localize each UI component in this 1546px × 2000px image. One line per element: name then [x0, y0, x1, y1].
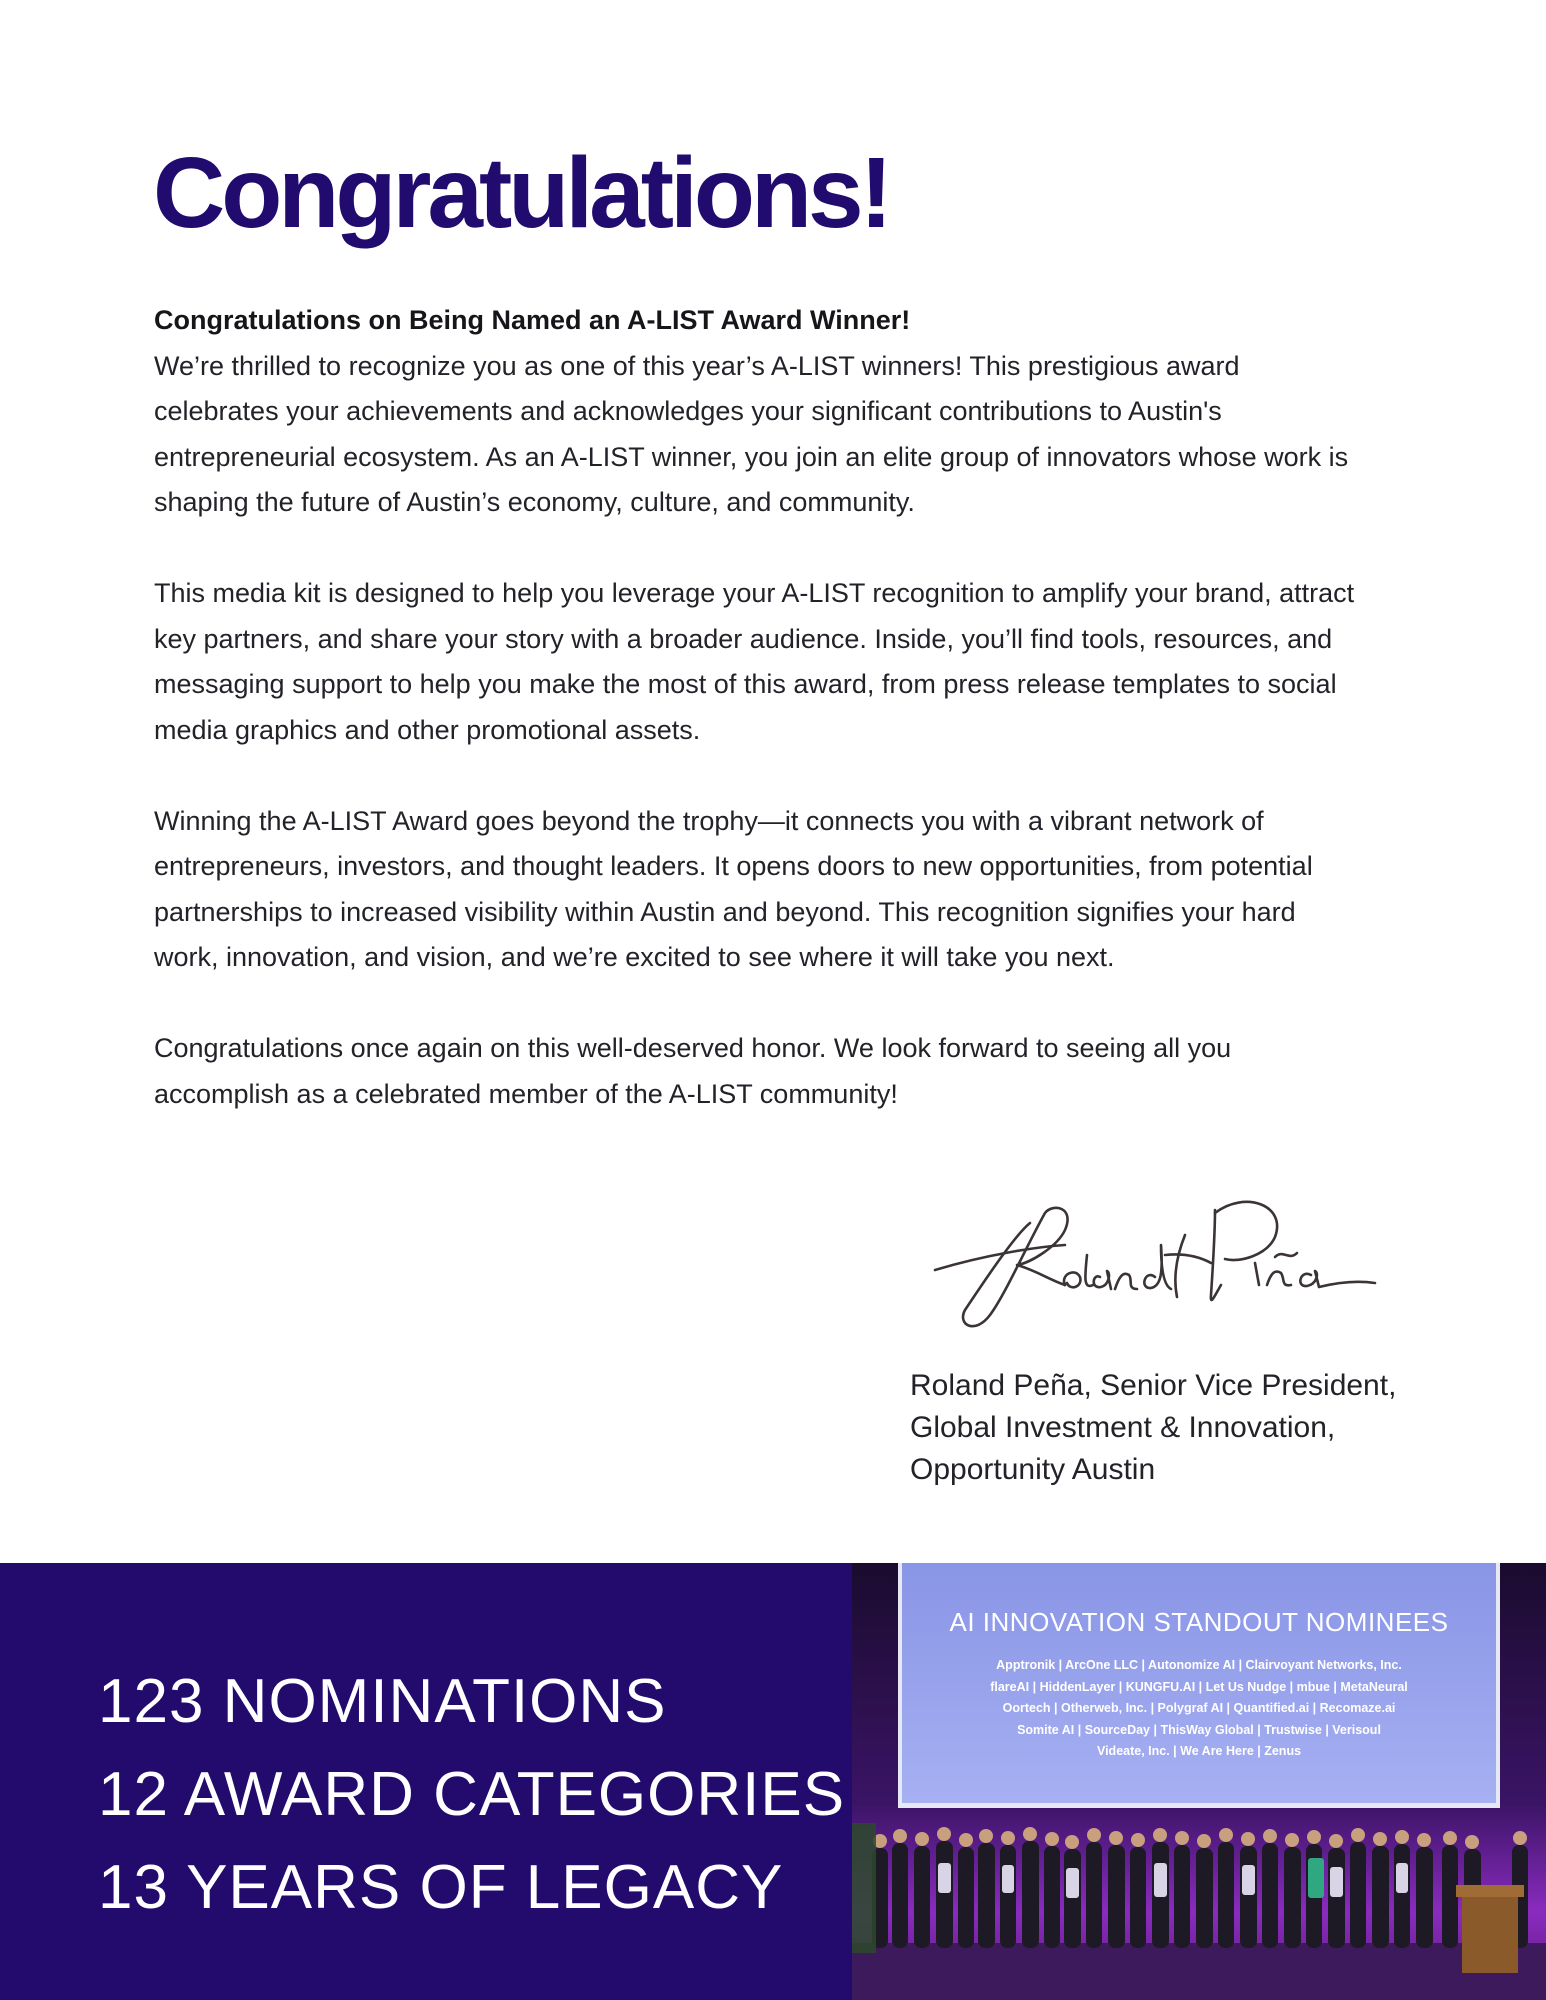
handwritten-signature	[915, 1185, 1395, 1345]
screen-nominee-list	[942, 1655, 1456, 1763]
letter-heading: Congratulations on Being Named an A-LIST Award Winner!	[154, 305, 911, 335]
screen-nominee-line: Videate, Inc. | We Are Here | Zenus	[1096, 1744, 1302, 1758]
letter-paragraph-3: Winning the A-LIST Award goes beyond the trophy—it connects you with a vibrant network of entrepreneurs, investors, and thought leaders. It opens doors to new opportunities, from potential partnerships to increased visibility within Austin and beyond. This recognition signifies your hard work, innovation, and vision, and we’re excited to see where it will take you next.	[154, 805, 1313, 972]
screen-title: AI INNOVATION STANDOUT NOMINEES	[949, 1607, 1449, 1637]
screen-nominee-line: Apptronik | ArcOne LLC | Autonomize AI | Clairvoyant Networks, Inc.	[996, 1658, 1402, 1672]
stat-award-categories: 12 AWARD CATEGORIES	[98, 1760, 846, 1829]
signer-name-title: Roland Peña, Senior Vice President,	[910, 1369, 1397, 1402]
letter-paragraph-1-text: We’re thrilled to recognize you as one of this year’s A-LIST winners! This prestigious award celebrates your achievements and acknowledges your significant contributions to Austin's entrepreneurial ecosystem. As an A-LIST winner, you join an elite group of innovators whose work is shaping the future of Austin’s economy, culture, and community.	[154, 350, 1349, 517]
signer-info	[910, 1365, 1470, 1491]
screen-nominee-line: Somite AI | SourceDay | ThisWay Global | Trustwise | Verisoul	[1017, 1722, 1381, 1737]
letter-paragraph-1	[154, 298, 1364, 526]
letter-paragraph-2: This media kit is designed to help you leverage your A-LIST recognition to amplify your brand, attract key partners, and share your story with a broader audience. Inside, you’ll find tools, resources, and messaging support to help you make the most of this award, from press release templates to social media graphics and other promotional assets.	[154, 578, 1355, 745]
letter-body	[154, 298, 1364, 1163]
signer-organization: Opportunity Austin	[910, 1453, 1156, 1486]
page-title: Congratulations!	[153, 137, 889, 249]
screen-nominee-line: flareAI | HiddenLayer | KUNGFU.AI | Let Us Nudge | mbue | MetaNeural	[990, 1679, 1408, 1694]
stat-nominations: 123 NOMINATIONS	[98, 1667, 667, 1736]
screen-nominee-line: Oortech | Otherweb, Inc. | Polygraf AI | Quantified.ai | Recomaze.ai	[1002, 1701, 1396, 1715]
event-photo	[852, 1563, 1546, 2000]
stat-years-legacy: 13 YEARS OF LEGACY	[98, 1853, 784, 1922]
stats-list	[98, 1655, 845, 1934]
signer-department: Global Investment & Innovation,	[910, 1411, 1336, 1444]
letter-paragraph-4: Congratulations once again on this well-deserved honor. We look forward to seeing all you accomplish as a celebrated member of the A-LIST community!	[154, 1033, 1232, 1109]
